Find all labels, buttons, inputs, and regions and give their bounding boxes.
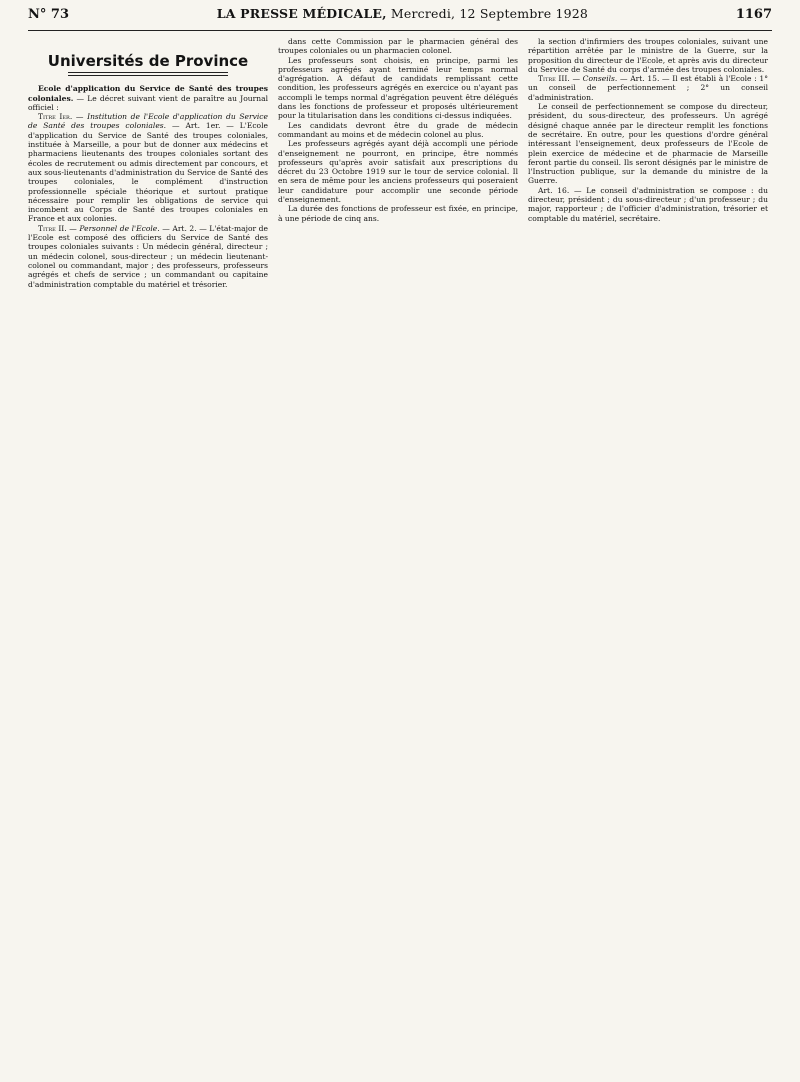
paragraph-text: — Art. 1er. — L'Ecole d'application du Service de Santé des troupes coloniales, instituée à Marseille, a pour but de donner aux médecins et pharmaciens lieutenants des troupes coloniales sortant des écoles de recrutement ou admis directement par concours, et aux sous-lieutenants d'administration du Service de Santé des troupes coloniales, le complément d'instruction professionnelle spéciale théorique et surtout pratique nécessaire pour remplir les obligations de service qui incombent au Corps de Santé des troupes coloniales en France et aux colonies. — [28, 121, 268, 224]
column-1 — [28, 37, 268, 1077]
paragraph — [528, 37, 768, 74]
paragraph-text: — Le décret suivant vient de paraître au Journal officiel : — [28, 93, 268, 112]
journal-name: LA PRESSE MÉDICALE, — [216, 6, 387, 21]
section-title: Universités de Province — [47, 52, 249, 70]
paragraph — [278, 139, 518, 204]
paragraph-text: — Art. 15. — Il est établi à l'Ecole : 1° un conseil de perfectionnement ; 2° un conseil d'administration. — [528, 74, 768, 102]
paragraph — [528, 102, 768, 186]
subheading: Ecole d'application du Service de Santé des troupes coloniales. — [28, 84, 268, 103]
paragraph — [28, 112, 268, 224]
issue-date: Mercredi, 12 Septembre 1928 — [390, 6, 589, 21]
paragraph-text: Les professeurs sont choisis, en principe, parmi les professeurs agrégés ayant terminé leur temps normal d'agrégation. A défaut de candidats remplissant cette condition, les professeurs agrégés en exercice ou n'ayant pas accompli le temps normal d'agrégation peuvent être délégués dans les fonctions de professeur et proposés ultérieurement pour la titularisation dans les conditions ci-dessus indiquées. — [278, 55, 518, 121]
column-3 — [528, 37, 768, 1077]
italic-heading: — Institution de l'Ecole d'application du Service de Santé des troupes coloniales. — [28, 112, 268, 131]
paragraph — [528, 74, 768, 102]
column-2 — [278, 37, 518, 1077]
italic-heading: — Personnel de l'Ecole. — [66, 223, 160, 233]
paragraph-text: — Art. 2. — L'état-major de l'Ecole est composé des officiers du Service de Santé des troupes coloniales suivants : Un médecin général, directeur ; un médecin colonel, sous-directeur ; un médecin lieutenant-colonel ou commandant, major ; des professeurs, professeurs agrégés et chefs de service ; un commandant ou capitaine d'administration comptable du matériel et trésorier. — [28, 223, 268, 289]
paragraph — [278, 56, 518, 121]
paragraph-text: Art. 16. — Le conseil d'administration se compose : du directeur, président ; du sous-directeur ; d'un professeur ; du major, rapporteur ; de l'officier d'administration, trésorier et comptable du matériel, secrétaire. — [528, 185, 768, 223]
title-label: Titre III. — [538, 74, 570, 84]
paragraph-text: Les candidats devront être du grade de médecin commandant au moins et de médecin colonel au plus. — [278, 120, 518, 139]
column-1-body — [28, 84, 268, 289]
paragraph-text: La durée des fonctions de professeur est fixée, en principe, à une période de cinq ans. — [278, 204, 518, 223]
title-label: Titre Ier. — [38, 112, 73, 122]
paragraph-text: la section d'infirmiers des troupes coloniales, suivant une répartition arrêtée par le ministre de la Guerre, sur la proposition du directeur de l'Ecole, et après avis du directeur du Service de Santé du corps d'armée des troupes coloniales. — [528, 37, 768, 74]
text-columns — [28, 37, 772, 1077]
paragraph — [528, 186, 768, 223]
italic-heading: — Conseils. — [569, 74, 618, 84]
paragraph-text: Les professeurs agrégés ayant déjà accompli une période d'enseignement ne pourront, en principe, être nommés professeurs qu'après avoir satisfait aux prescriptions du décret du 23 Octobre 1919 sur le tour de service colonial. Il en sera de même pour les anciens professeurs qui poseraient leur candidature pour accomplir une seconde période d'enseignement. — [278, 139, 518, 205]
header-rule — [28, 30, 772, 31]
title-label: Titre II. — [38, 223, 67, 233]
paragraph-text: dans cette Commission par le pharmacien général des troupes coloniales ou un pharmacien colonel. — [278, 37, 518, 56]
issue-number: N° 73 — [28, 7, 69, 22]
paragraph — [28, 224, 268, 289]
paragraph — [278, 37, 518, 56]
title-rule — [68, 72, 228, 76]
page-number: 1167 — [735, 7, 772, 22]
journal-line — [217, 6, 588, 21]
paragraph — [28, 84, 268, 112]
page-header — [28, 6, 772, 28]
paragraph-text: Le conseil de perfectionnement se compose du directeur, président, du sous-directeur, des professeurs. Un agrégé désigné chaque année par le directeur remplit les fonctions de secrétaire. En outre, pour les questions d'ordre général intéressant l'enseignement, deux professeurs de l'Ecole de plein exercice de médecine et de pharmacie de Marseille feront partie du conseil. Ils seront désignés par le ministre de l'Instruction publique, sur la demande du ministre de la Guerre. — [528, 102, 768, 186]
paragraph — [278, 204, 518, 223]
paragraph — [278, 121, 518, 140]
